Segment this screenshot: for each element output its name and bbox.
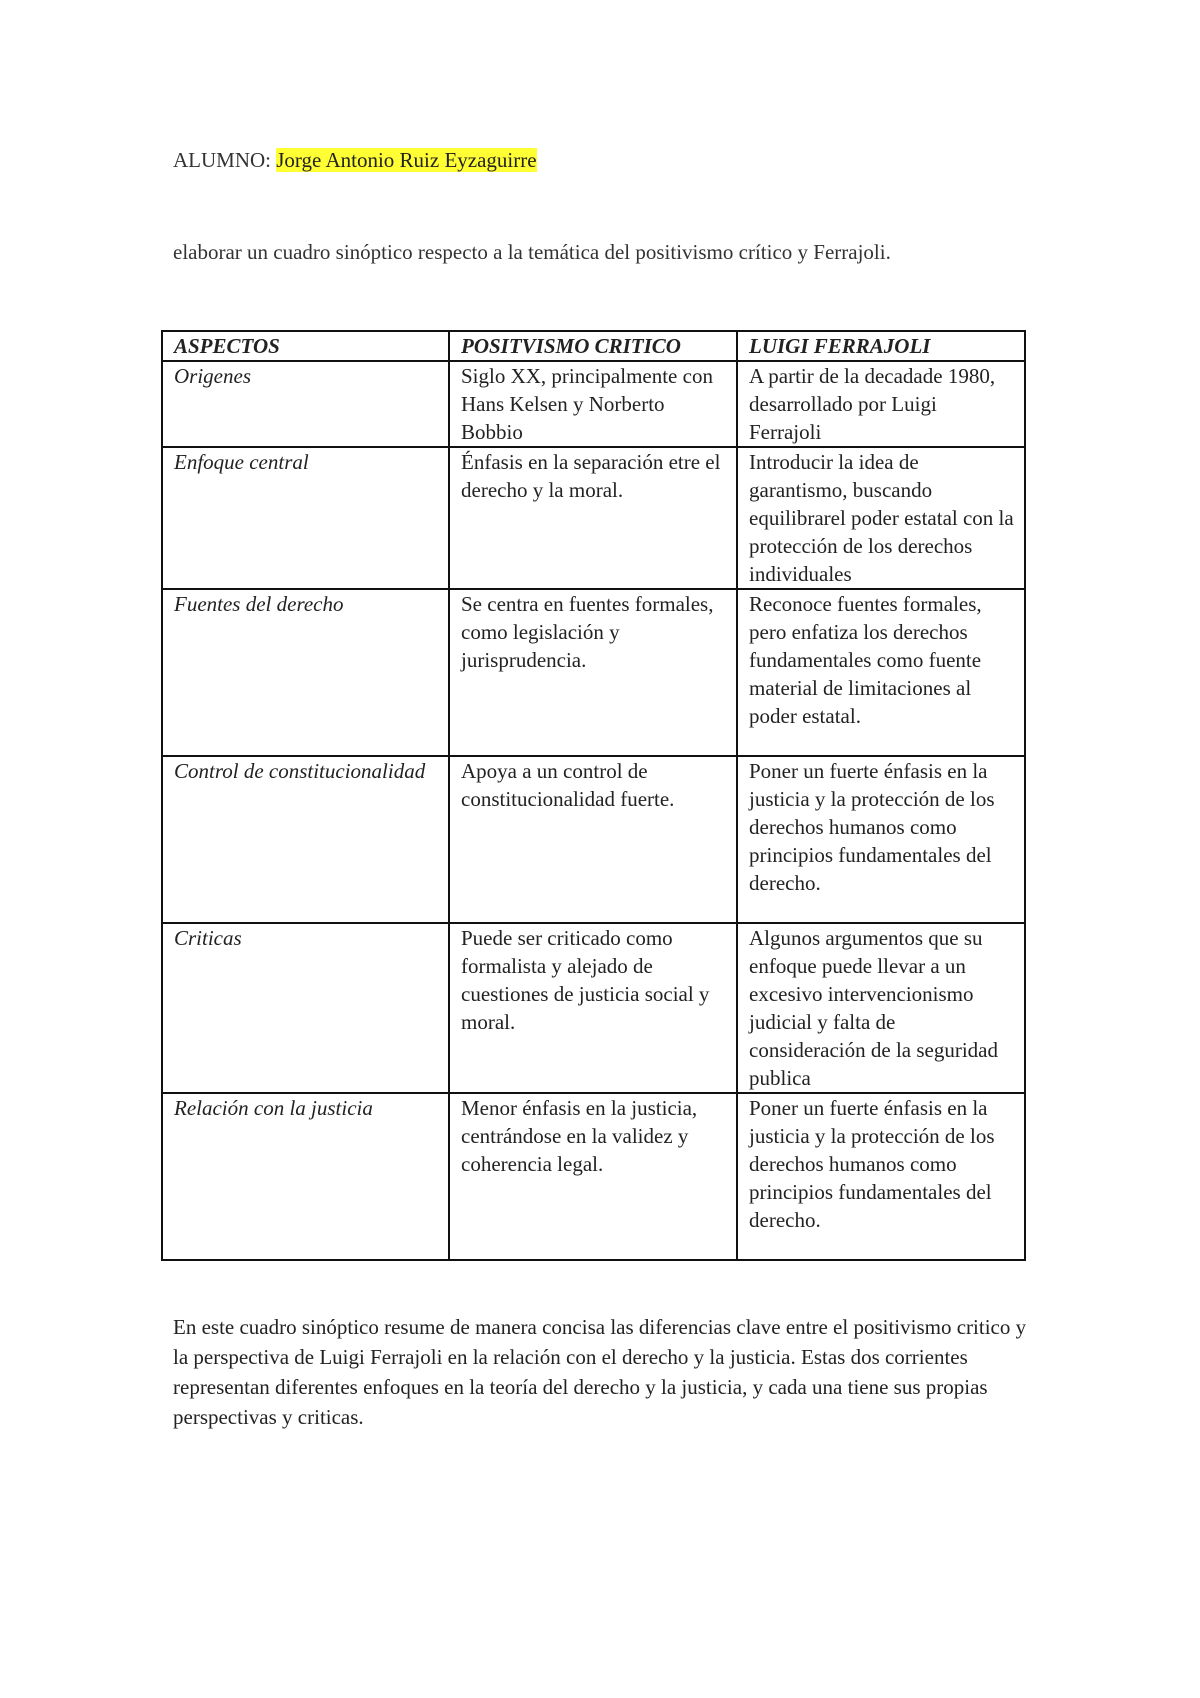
- ferrajoli-cell: Algunos argumentos que su enfoque puede llevar a un excesivo intervencionismo judicial y falta de consideración de la seguridad publica: [737, 923, 1025, 1093]
- header-row: [162, 331, 1025, 361]
- header-aspectos: ASPECTOS: [162, 331, 449, 361]
- table-row: [162, 1093, 1025, 1260]
- positivismo-cell: Menor énfasis en la justicia, centrándose en la validez y coherencia legal.: [449, 1093, 737, 1260]
- positivismo-cell: Énfasis en la separación etre el derecho y la moral.: [449, 447, 737, 589]
- table-body: [162, 361, 1025, 1260]
- ferrajoli-cell: Reconoce fuentes formales, pero enfatiza los derechos fundamentales como fuente material de limitaciones al poder estatal.: [737, 589, 1025, 756]
- ferrajoli-cell: Introducir la idea de garantismo, buscando equilibrarel poder estatal con la protección de los derechos individuales: [737, 447, 1025, 589]
- student-line: [173, 146, 537, 174]
- aspect-cell: Fuentes del derecho: [162, 589, 449, 756]
- ferrajoli-cell: Poner un fuerte énfasis en la justicia y la protección de los derechos humanos como principios fundamentales del derecho.: [737, 756, 1025, 923]
- table-row: [162, 589, 1025, 756]
- aspect-cell: Relación con la justicia: [162, 1093, 449, 1260]
- aspect-cell: Enfoque central: [162, 447, 449, 589]
- table-row: [162, 756, 1025, 923]
- positivismo-cell: Siglo XX, principalmente con Hans Kelsen y Norberto Bobbio: [449, 361, 737, 447]
- student-label: ALUMNO:: [173, 148, 277, 172]
- table-row: [162, 923, 1025, 1093]
- table-header: [162, 331, 1025, 361]
- header-positivismo-critico: POSITVISMO CRITICO: [449, 331, 737, 361]
- aspect-cell: Control de constitucionalidad: [162, 756, 449, 923]
- header-luigi-ferrajoli: LUIGI FERRAJOLI: [737, 331, 1025, 361]
- aspect-cell: Criticas: [162, 923, 449, 1093]
- ferrajoli-cell: Poner un fuerte énfasis en la justicia y la protección de los derechos humanos como principios fundamentales del derecho.: [737, 1093, 1025, 1260]
- positivismo-cell: Se centra en fuentes formales, como legislación y jurisprudencia.: [449, 589, 737, 756]
- instruction-text: elaborar un cuadro sinóptico respecto a la temática del positivismo crítico y Ferrajoli.: [173, 240, 891, 264]
- table-row: [162, 447, 1025, 589]
- synoptic-table: [161, 330, 1026, 1261]
- positivismo-cell: Puede ser criticado como formalista y alejado de cuestiones de justicia social y moral.: [449, 923, 737, 1093]
- aspect-cell: Origenes: [162, 361, 449, 447]
- student-name: Jorge Antonio Ruiz Eyzaguirre: [276, 148, 537, 172]
- conclusion-paragraph: En este cuadro sinóptico resume de manera concisa las diferencias clave entre el positivismo critico y la perspectiva de Luigi Ferrajoli en la relación con el derecho y la justicia. Estas dos corrientes representan diferentes enfoques en la teoría del derecho y la justicia, y cada una tiene sus propias perspectivas y criticas.: [173, 1315, 1027, 1429]
- ferrajoli-cell: A partir de la decadade 1980, desarrollado por Luigi Ferrajoli: [737, 361, 1025, 447]
- positivismo-cell: Apoya a un control de constitucionalidad fuerte.: [449, 756, 737, 923]
- table-row: [162, 361, 1025, 447]
